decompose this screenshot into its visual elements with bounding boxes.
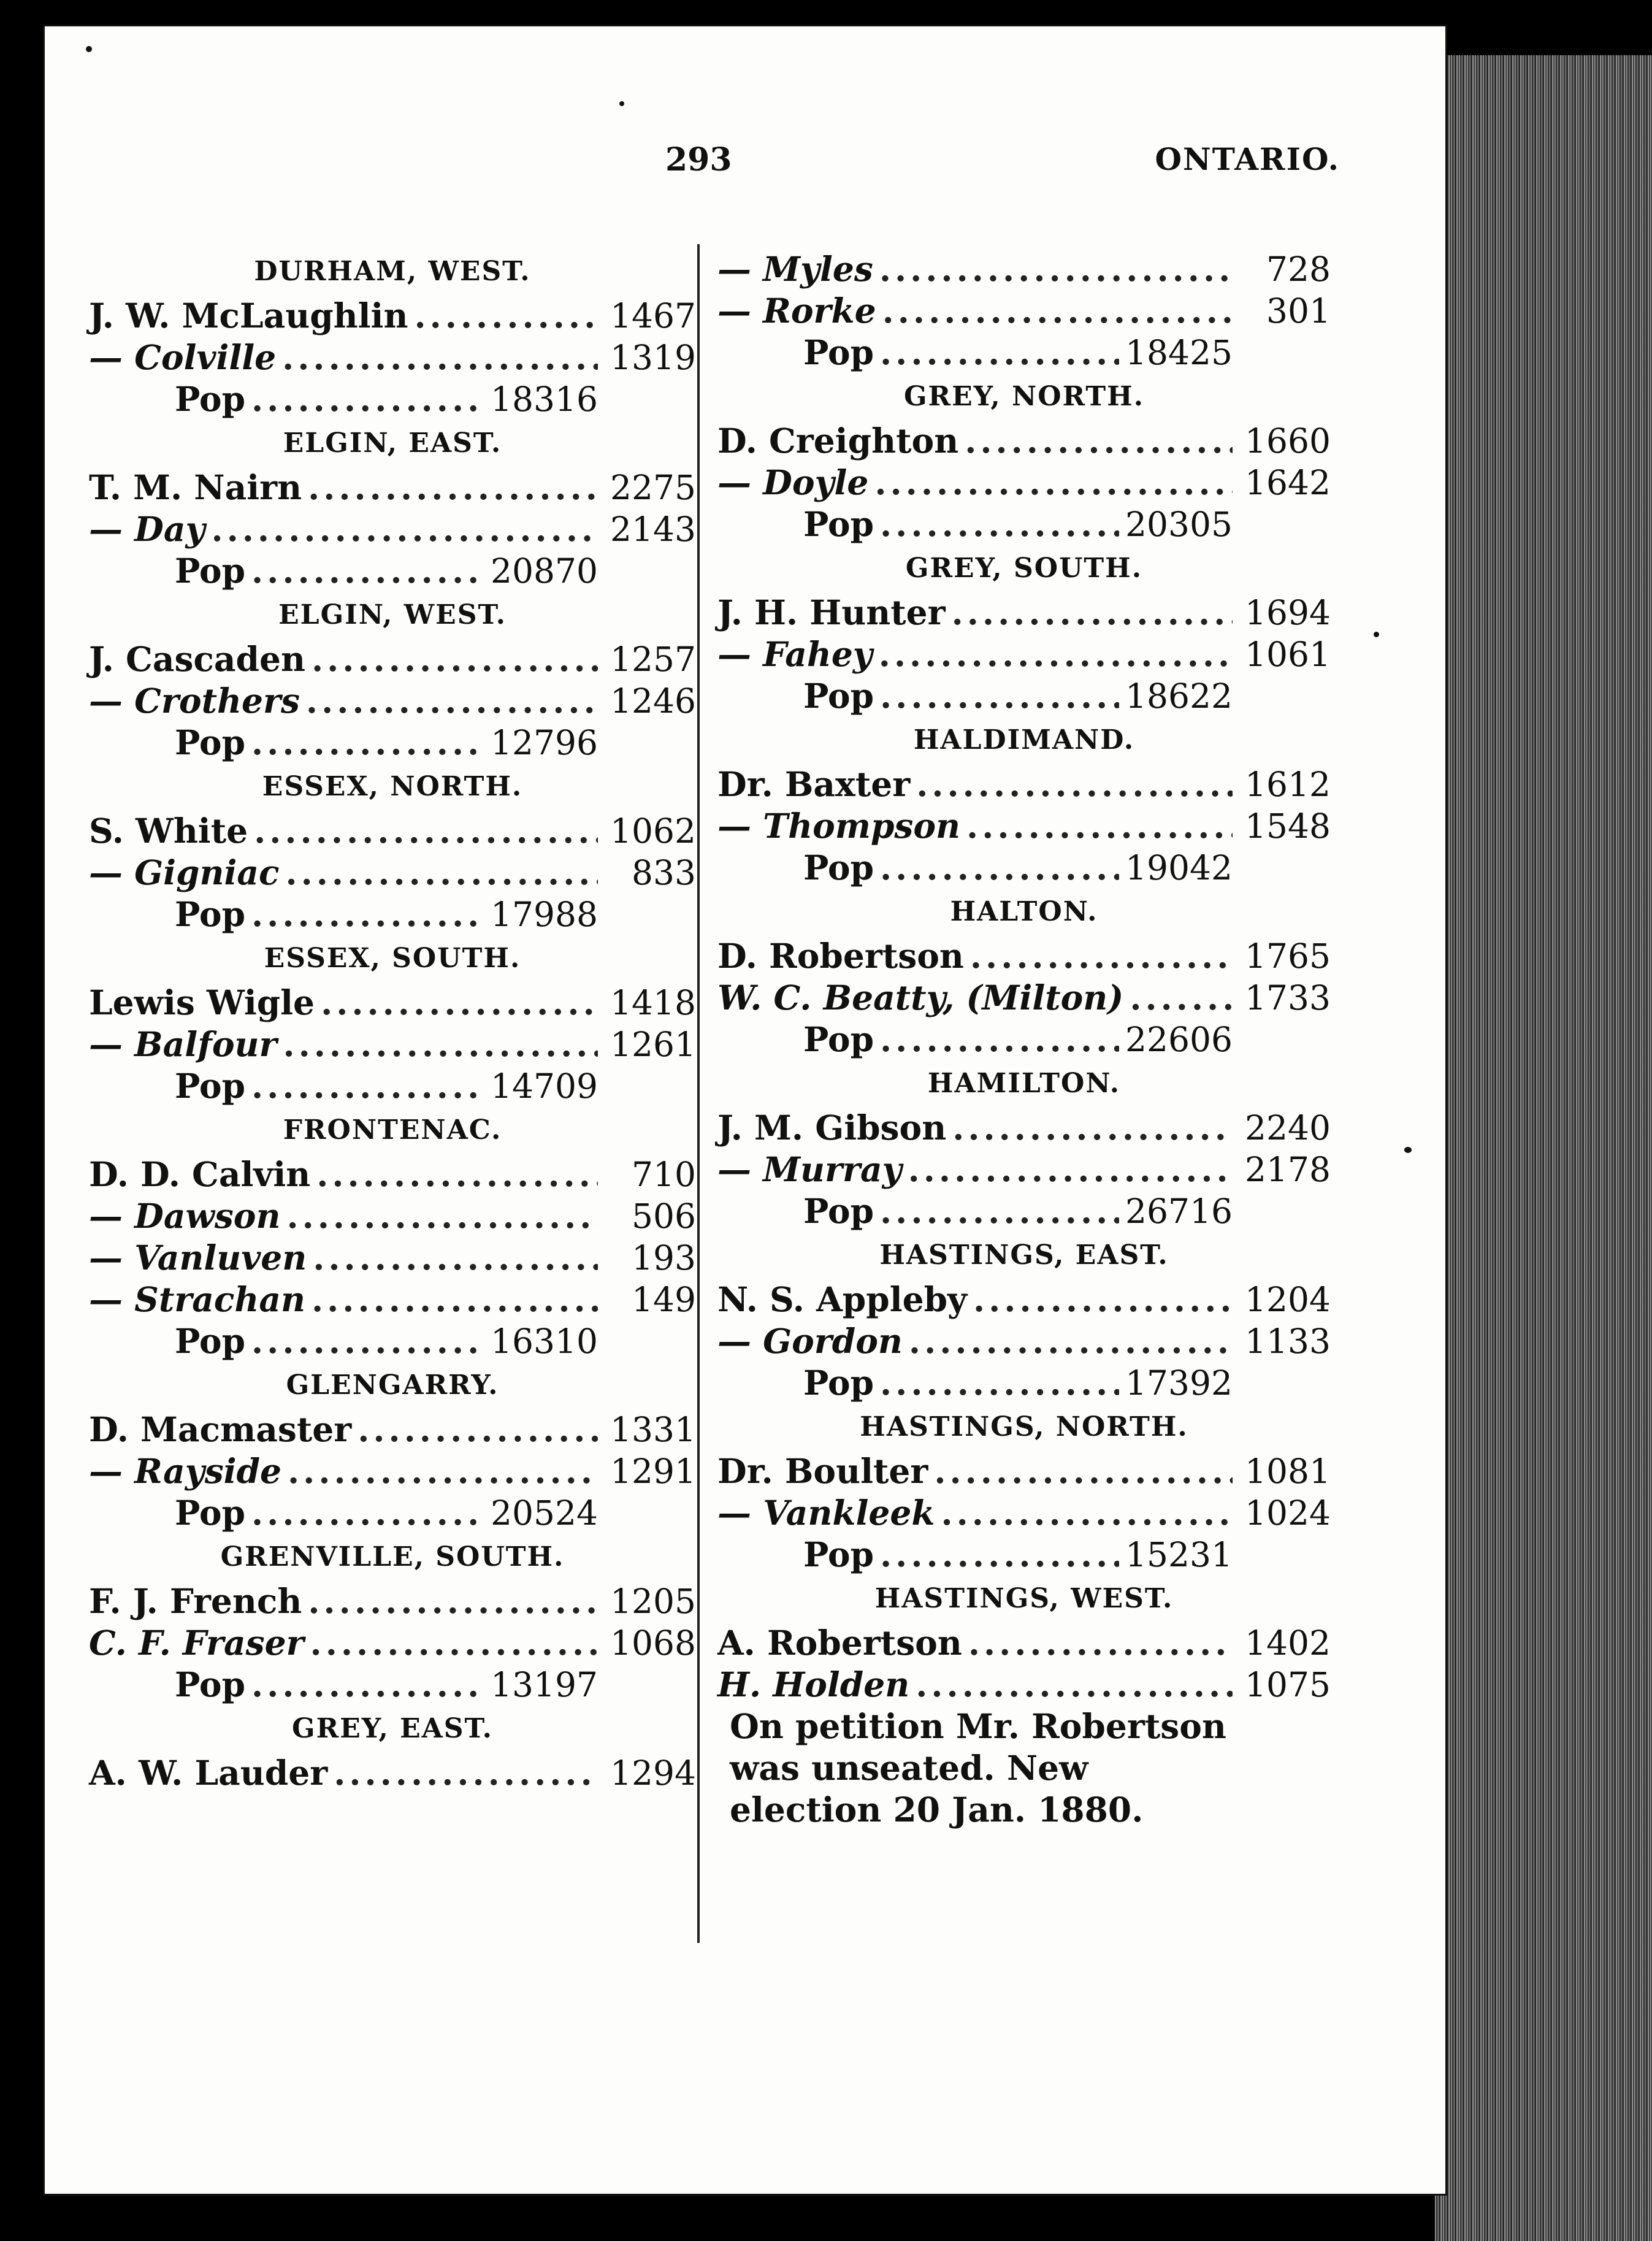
candidate-name: J. Cascaden	[89, 639, 305, 679]
candidate-row	[717, 1149, 1331, 1190]
population-row	[89, 894, 696, 935]
right-column	[717, 248, 1331, 1831]
candidate-row	[89, 1024, 696, 1065]
population-row	[89, 550, 696, 592]
district-heading: ELGIN, EAST.	[283, 427, 502, 459]
district-heading: GRENVILLE, SOUTH.	[220, 1541, 565, 1573]
dot-leader	[308, 1580, 598, 1622]
district-heading: ESSEX, SOUTH.	[264, 943, 521, 974]
population-row	[717, 1190, 1331, 1232]
candidate-name: — Doyle	[717, 462, 869, 502]
vote-count: 1081	[1245, 1452, 1331, 1491]
population-label: Pop	[803, 1534, 874, 1574]
candidate-name: — Gigniac	[89, 852, 280, 892]
district-heading: HALTON.	[950, 896, 1098, 927]
dot-leader	[286, 1195, 598, 1237]
vote-count: 1075	[1245, 1665, 1331, 1704]
dot-leader	[312, 1279, 598, 1320]
population-label: Pop	[803, 1363, 874, 1403]
population-row	[717, 1362, 1331, 1404]
candidate-row	[89, 295, 696, 337]
dot-leader	[908, 1149, 1233, 1190]
population-value: 20870	[491, 551, 598, 591]
candidate-row	[89, 1622, 696, 1664]
dot-leader	[968, 1622, 1233, 1664]
candidate-row	[717, 1107, 1331, 1149]
candidate-row	[717, 248, 1331, 290]
vote-count: 1061	[1245, 635, 1331, 674]
vote-count: 2275	[610, 468, 696, 507]
population-row	[717, 1019, 1331, 1060]
vote-count: 2143	[610, 510, 696, 549]
dot-leader	[880, 1362, 1119, 1404]
candidate-name: — Dawson	[89, 1196, 281, 1236]
vote-count: 1418	[610, 983, 696, 1022]
vote-count: 1261	[610, 1025, 696, 1064]
dot-leader	[941, 1492, 1233, 1534]
vote-count: 1694	[1245, 593, 1331, 632]
dot-leader	[251, 1065, 484, 1107]
dot-leader	[288, 1450, 598, 1492]
vote-count: 1204	[1245, 1280, 1331, 1319]
vote-count: 1068	[610, 1623, 696, 1663]
population-label: Pop	[175, 1066, 246, 1106]
dot-leader	[211, 508, 598, 550]
candidate-name: F. J. French	[89, 1581, 302, 1621]
dot-leader	[310, 1622, 598, 1664]
vote-count: 1024	[1245, 1493, 1331, 1533]
vote-count: 193	[632, 1238, 696, 1278]
dot-leader	[283, 1024, 598, 1065]
left-column	[89, 248, 696, 1794]
scan-speck	[1374, 632, 1379, 637]
dot-leader	[282, 337, 598, 378]
vote-count: 1257	[610, 640, 696, 679]
dot-leader	[308, 467, 598, 508]
candidate-name: — Myles	[717, 249, 873, 289]
dot-leader	[251, 378, 484, 420]
vote-count: 1612	[1245, 765, 1331, 804]
election-note: On petition Mr. Robertson was unseated. New election 20 Jan. 1880.	[730, 1706, 1226, 1829]
candidate-name: — Fahey	[717, 634, 873, 674]
candidate-name: — Vankleek	[717, 1493, 935, 1533]
population-row	[717, 1534, 1331, 1576]
population-label: Pop	[803, 504, 874, 544]
dot-leader	[879, 634, 1233, 675]
vote-count: 2240	[1245, 1108, 1331, 1147]
candidate-name: A. W. Lauder	[89, 1753, 328, 1793]
dot-leader	[251, 722, 484, 764]
candidate-row	[717, 805, 1331, 847]
population-label: Pop	[175, 379, 246, 419]
population-row	[89, 1320, 696, 1362]
vote-count: 1062	[610, 811, 696, 851]
vote-count: 1331	[610, 1410, 696, 1449]
candidate-row	[717, 462, 1331, 504]
population-label: Pop	[175, 1321, 246, 1361]
district-heading: HALDIMAND.	[913, 724, 1135, 756]
vote-count: 1319	[610, 338, 696, 377]
candidate-row	[717, 977, 1331, 1019]
population-row	[717, 675, 1331, 717]
candidate-row	[89, 852, 696, 894]
vote-count: 1548	[1245, 806, 1331, 846]
candidate-name: T. M. Nairn	[89, 467, 302, 507]
vote-count: 1733	[1245, 978, 1331, 1017]
population-label: Pop	[175, 894, 246, 934]
vote-count: 1467	[610, 296, 696, 335]
dot-leader	[306, 680, 598, 722]
candidate-row	[717, 290, 1331, 332]
population-value: 20305	[1125, 505, 1233, 544]
candidate-name: Dr. Baxter	[717, 764, 911, 804]
population-label: Pop	[803, 1191, 874, 1231]
candidate-row	[717, 1492, 1331, 1534]
population-value: 18316	[491, 380, 598, 419]
candidate-name: C. F. Fraser	[89, 1623, 304, 1663]
candidate-name: — Murray	[717, 1149, 902, 1189]
dot-leader	[973, 1279, 1233, 1320]
running-title: ONTARIO.	[1155, 141, 1340, 177]
dot-leader	[358, 1409, 598, 1450]
candidate-name: — Gordon	[717, 1321, 903, 1361]
dot-leader	[251, 1664, 484, 1706]
candidate-row	[717, 764, 1331, 805]
candidate-row	[717, 420, 1331, 462]
vote-count: 1402	[1245, 1623, 1331, 1663]
district-heading: HAMILTON.	[927, 1068, 1121, 1099]
population-label: Pop	[175, 551, 246, 591]
candidate-name: J. M. Gibson	[717, 1108, 947, 1147]
vote-count: 1765	[1245, 937, 1331, 976]
candidate-name: S. White	[89, 811, 248, 851]
dot-leader	[879, 248, 1233, 290]
population-row	[717, 332, 1331, 374]
vote-count: 1205	[610, 1582, 696, 1621]
vote-count: 149	[632, 1280, 696, 1319]
dot-leader	[916, 764, 1233, 805]
candidate-row	[717, 634, 1331, 675]
dot-leader	[880, 1190, 1119, 1232]
candidate-row	[89, 1195, 696, 1237]
candidate-name: D. D. Calvin	[89, 1154, 311, 1194]
population-value: 18622	[1125, 676, 1233, 716]
population-value: 17988	[491, 895, 598, 934]
candidate-name: J. W. McLaughlin	[89, 296, 408, 335]
population-label: Pop	[175, 722, 246, 762]
vote-count: 710	[632, 1155, 696, 1194]
population-label: Pop	[803, 676, 874, 716]
population-value: 26716	[1125, 1192, 1233, 1231]
dot-leader	[952, 592, 1233, 634]
candidate-name: W. C. Beatty, (Milton)	[717, 978, 1124, 1017]
population-value: 17392	[1125, 1363, 1233, 1403]
page-number: 293	[665, 141, 732, 178]
candidate-row	[89, 1752, 696, 1794]
candidate-name: H. Holden	[717, 1664, 910, 1704]
dot-leader	[321, 982, 598, 1024]
population-row	[89, 1065, 696, 1107]
candidate-name: — Balfour	[89, 1024, 277, 1064]
population-value: 12796	[491, 723, 598, 762]
dot-leader	[909, 1320, 1233, 1362]
dot-leader	[916, 1664, 1233, 1706]
vote-count: 1246	[610, 681, 696, 721]
vote-count: 1133	[1245, 1322, 1331, 1361]
candidate-row	[89, 508, 696, 550]
dot-leader	[880, 1019, 1119, 1060]
scan-speck	[86, 46, 92, 52]
dot-leader	[312, 638, 598, 680]
population-value: 22606	[1125, 1020, 1233, 1059]
district-heading: ESSEX, NORTH.	[262, 771, 523, 802]
dot-leader	[882, 290, 1233, 332]
candidate-row	[717, 1320, 1331, 1362]
candidate-name: A. Robertson	[717, 1623, 962, 1663]
candidate-row	[89, 1409, 696, 1450]
candidate-name: — Colville	[89, 337, 277, 377]
dot-leader	[254, 810, 598, 852]
vote-count: 2178	[1245, 1150, 1331, 1189]
candidate-name: Dr. Boulter	[717, 1451, 928, 1491]
candidate-row	[89, 1279, 696, 1320]
vote-count: 506	[632, 1197, 696, 1236]
population-value: 15231	[1125, 1535, 1233, 1574]
dot-leader	[316, 1154, 598, 1195]
population-label: Pop	[175, 1664, 246, 1704]
district-heading: HASTINGS, EAST.	[879, 1239, 1169, 1271]
vote-count: 1291	[610, 1452, 696, 1491]
candidate-row	[89, 638, 696, 680]
population-row	[89, 1492, 696, 1534]
dot-leader	[251, 1492, 484, 1534]
vote-count: 1642	[1245, 463, 1331, 502]
population-value: 18425	[1125, 333, 1233, 372]
candidate-name: — Rorke	[717, 291, 876, 331]
dot-leader	[966, 805, 1233, 847]
candidate-name: D. Creighton	[717, 421, 959, 461]
candidate-row	[89, 810, 696, 852]
vote-count: 1660	[1245, 421, 1331, 461]
district-heading: HASTINGS, WEST.	[874, 1583, 1174, 1614]
district-heading: GREY, EAST.	[292, 1713, 493, 1744]
candidate-name: D. Macmaster	[89, 1409, 352, 1449]
candidate-row	[89, 1450, 696, 1492]
candidate-row	[89, 680, 696, 722]
candidate-name: Lewis Wigle	[89, 983, 315, 1022]
dot-leader	[970, 935, 1233, 977]
candidate-name: — Strachan	[89, 1279, 305, 1319]
vote-count: 728	[1266, 250, 1331, 289]
candidate-row	[717, 935, 1331, 977]
district-heading: GREY, SOUTH.	[905, 553, 1143, 584]
dot-leader	[251, 1320, 484, 1362]
dot-leader	[880, 1534, 1119, 1576]
candidate-name: — Vanluven	[89, 1238, 307, 1278]
page-header	[665, 141, 1340, 196]
population-row	[89, 378, 696, 420]
population-value: 16310	[491, 1322, 598, 1361]
population-row	[89, 722, 696, 764]
candidate-row	[717, 592, 1331, 634]
dot-leader	[880, 847, 1119, 889]
candidate-row	[717, 1450, 1331, 1492]
population-label: Pop	[803, 848, 874, 887]
candidate-row	[89, 1154, 696, 1195]
candidate-name: — Thompson	[717, 806, 961, 846]
candidate-row	[89, 467, 696, 508]
candidate-name: — Day	[89, 509, 205, 549]
population-label: Pop	[803, 332, 874, 372]
district-heading: HASTINGS, NORTH.	[860, 1411, 1188, 1442]
candidate-name: J. H. Hunter	[717, 592, 946, 632]
population-value: 14709	[491, 1067, 598, 1106]
district-heading: GREY, NORTH.	[903, 381, 1145, 412]
population-row	[717, 504, 1331, 545]
dot-leader	[1130, 977, 1233, 1019]
dot-leader	[334, 1752, 598, 1794]
candidate-row	[717, 1279, 1331, 1320]
district-heading: DURHAM, WEST.	[254, 256, 531, 287]
scan-speck	[1404, 1147, 1412, 1153]
dot-leader	[414, 295, 598, 337]
candidate-row	[89, 1580, 696, 1622]
dot-leader	[880, 504, 1119, 545]
candidate-row	[89, 1237, 696, 1279]
candidate-row	[89, 337, 696, 378]
candidate-row	[89, 982, 696, 1024]
population-value: 13197	[491, 1665, 598, 1704]
district-heading: GLENGARRY.	[286, 1370, 499, 1401]
vote-count: 301	[1266, 291, 1331, 331]
population-row	[89, 1664, 696, 1706]
candidate-name: N. S. Appleby	[717, 1279, 967, 1319]
vote-count: 1294	[610, 1753, 696, 1793]
population-value: 20524	[491, 1493, 598, 1533]
dot-leader	[965, 420, 1233, 462]
dot-leader	[880, 675, 1119, 717]
population-value: 19042	[1125, 848, 1233, 887]
dot-leader	[251, 550, 484, 592]
vote-count: 833	[632, 853, 696, 892]
candidate-name: D. Robertson	[717, 936, 964, 976]
candidate-row	[717, 1664, 1331, 1706]
scan-speck	[619, 101, 624, 106]
district-heading: ELGIN, WEST.	[278, 599, 507, 630]
dot-leader	[874, 462, 1233, 504]
population-label: Pop	[803, 1019, 874, 1059]
dot-leader	[952, 1107, 1233, 1149]
population-row	[717, 847, 1331, 889]
column-divider	[697, 244, 700, 1943]
dot-leader	[880, 332, 1119, 374]
dot-leader	[285, 852, 598, 894]
dot-leader	[251, 894, 484, 935]
candidate-name: — Rayside	[89, 1451, 282, 1491]
candidate-row	[717, 1622, 1331, 1664]
population-label: Pop	[175, 1493, 246, 1533]
candidate-name: — Crothers	[89, 681, 300, 721]
book-edge-shadow	[1435, 55, 1652, 2241]
district-heading: FRONTENAC.	[283, 1114, 502, 1146]
dot-leader	[934, 1450, 1233, 1492]
dot-leader	[313, 1237, 598, 1279]
